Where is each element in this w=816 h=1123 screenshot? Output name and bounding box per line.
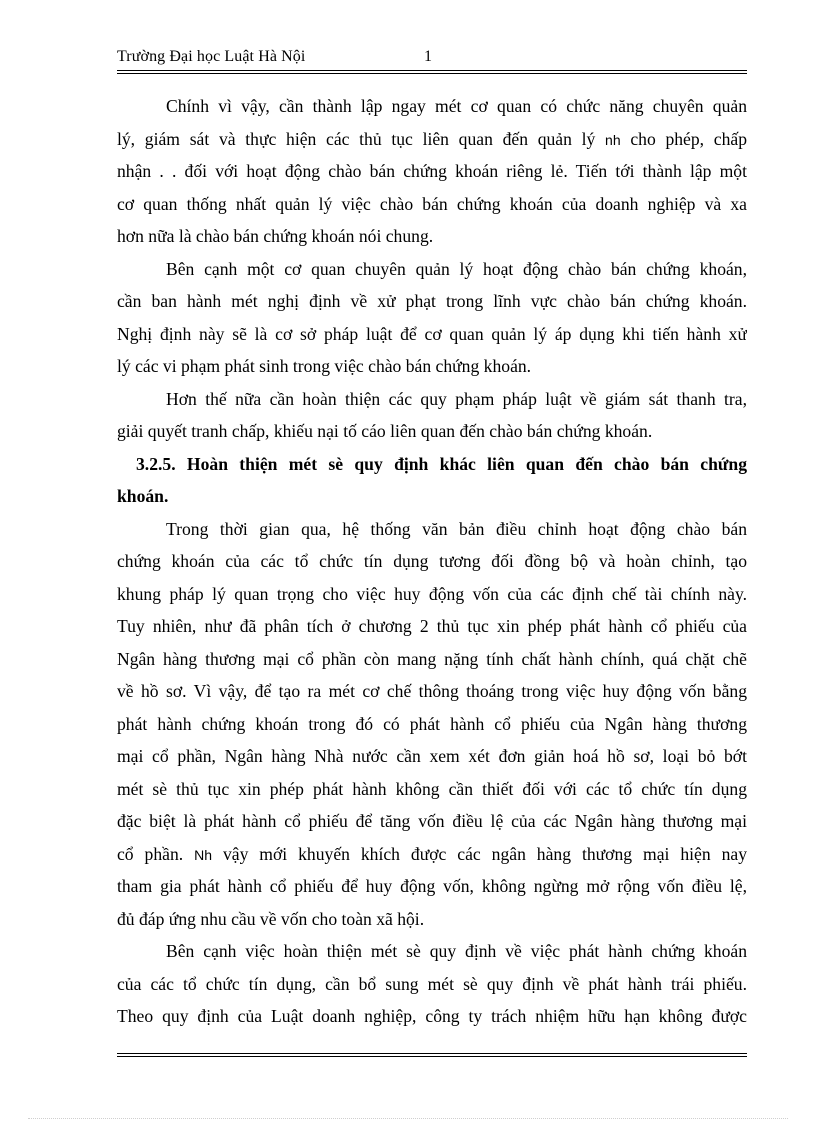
header-rule — [117, 70, 747, 74]
paragraph-line: cơ quan thống nhất quản lý việc chào bán chứng khoán của doanh nghiệp và xa — [117, 193, 747, 214]
paragraph-line: Tuy nhiên, như đã phân tích ở chương 2 thủ tục xin phép phát hành cổ phiếu của — [117, 616, 747, 636]
paragraph-line: hơn nữa là chào bán chứng khoán nói chung. — [117, 226, 434, 246]
paragraph-line: Theo quy định của Luật doanh nghiệp, công ty trách nhiệm hữu hạn không được — [117, 1006, 747, 1026]
paragraph-line: mét sè thủ tục xin phép phát hành không cần thiết đối với các tổ chức tín dụng — [117, 778, 747, 799]
paragraph-line: Bên cạnh một cơ quan chuyên quản lý hoạt động chào bán chứng khoán, — [166, 258, 747, 279]
paragraph-line: Hơn thế nữa cần hoàn thiện các quy phạm pháp luật về giám sát thanh tra, — [166, 388, 747, 409]
paragraph-line: đủ đáp ứng nhu cầu về vốn cho toàn xã hội. — [117, 908, 425, 929]
paragraph-line: Chính vì vậy, cần thành lập ngay mét cơ quan có chức năng chuyên quản — [166, 96, 747, 116]
paragraph-line: về hồ sơ. Vì vậy, để tạo ra mét cơ chế thông thoáng trong việc huy động vốn bằng — [117, 681, 747, 701]
paragraph-line: đặc biệt là phát hành cổ phiếu để tăng vốn điều lệ của các Ngân hàng thương mại — [117, 811, 747, 831]
paragraph-line: tham gia phát hành cổ phiếu để huy động vốn, không ngừng mở rộng vốn điều lệ, — [117, 876, 747, 896]
footer-rule — [117, 1053, 747, 1057]
inline-fragment: nh — [605, 131, 621, 148]
paragraph-line: lý các vi phạm phát sinh trong việc chào bán chứng khoán. — [117, 356, 532, 376]
page-header — [117, 48, 747, 70]
paragraph-line: cổ phần. Nh vậy mới khuyến khích được các ngân hàng thương mại hiện nay — [117, 843, 747, 864]
paragraph-line: giải quyết tranh chấp, khiếu nại tố cáo liên quan đến chào bán chứng khoán. — [117, 421, 653, 441]
section-heading-line: 3.2.5. Hoàn thiện mét sè quy định khác liên quan đến chào bán chứng — [136, 453, 747, 474]
paragraph-line: Nghị định này sẽ là cơ sở pháp luật để cơ quan quản lý áp dụng khi tiến hành xử — [117, 323, 747, 344]
paragraph-line: Bên cạnh việc hoàn thiện mét sè quy định về việc phát hành chứng khoán — [166, 941, 747, 961]
paragraph-line: mại cổ phần, Ngân hàng Nhà nước cần xem xét đơn giản hoá hồ sơ, loại bỏ bớt — [117, 746, 747, 766]
inline-fragment: Nh — [194, 846, 213, 863]
section-heading-line: khoán. — [117, 486, 169, 506]
page-number: 1 — [424, 48, 432, 65]
paragraph-line: Trong thời gian qua, hệ thống văn bản điều chỉnh hoạt động chào bán — [166, 518, 747, 539]
paragraph-line: khung pháp lý quan trọng cho việc huy động vốn của các định chế tài chính này. — [117, 583, 747, 604]
document-body — [117, 90, 747, 1033]
paragraph-line: chứng khoán của các tổ chức tín dụng tương đối đồng bộ và hoàn chỉnh, tạo — [117, 551, 747, 571]
paragraph-line: phát hành chứng khoán trong đó có phát hành cổ phiếu của Ngân hàng thương — [117, 713, 747, 734]
paragraph-line: cần ban hành mét nghị định về xử phạt trong lĩnh vực chào bán chứng khoán. — [117, 291, 747, 311]
paragraph-line: Ngân hàng thương mại cổ phần còn mang nặng tính chất hành chính, quá chặt chẽ — [117, 648, 747, 669]
paragraph-line: lý, giám sát và thực hiện các thủ tục liên quan đến quản lý nh cho phép, chấp — [117, 128, 747, 149]
paragraph-line: của các tổ chức tín dụng, cần bổ sung mét sè quy định về phát hành trái phiếu. — [117, 973, 747, 994]
paragraph-line: nhận . . đối với hoạt động chào bán chứng khoán riêng lẻ. Tiến tới thành lập một — [117, 161, 747, 181]
header-title: Trường Đại học Luật Hà Nội — [117, 48, 306, 65]
page-edge-dots — [28, 1118, 788, 1119]
